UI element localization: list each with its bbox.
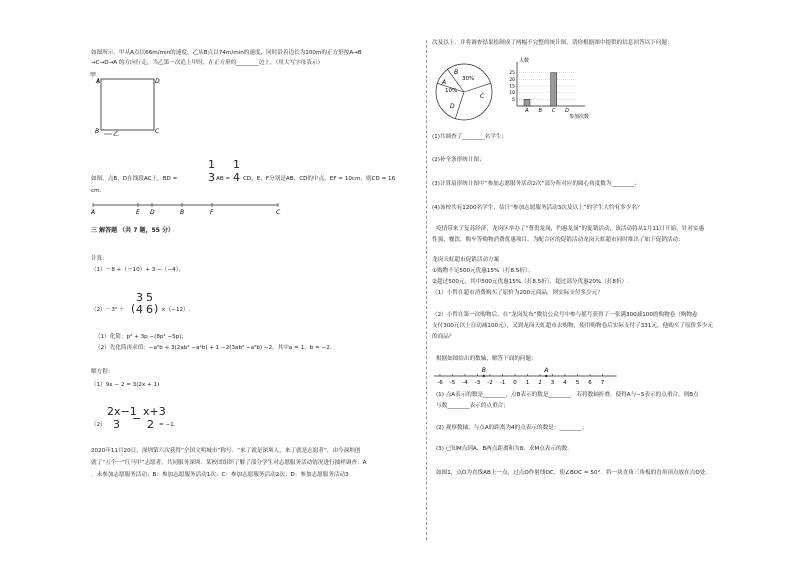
q-simplify-item1: （1）化简：p² + 3p −(8p² −5p)； xyxy=(95,334,188,340)
q-volunteer-cont-line1: 次及以上．并将调查结果绘制成了两幅不完整的统计图，请你根据图中提供的信息回答以下问题： xyxy=(432,40,673,46)
frac2-den: 4 xyxy=(233,171,240,184)
q-square-line1: 如图所示，甲从A点以66m/min的速度，乙从B点以74m/min的速度，同时沿着边长为100m的正方形按A→B xyxy=(91,50,362,56)
number-line-tick-label: -4 xyxy=(462,380,468,386)
q-shopping-line2: 性强，餐饮，购车等购物消费优惠项目，为配合区的促销活动龙岗天虹超市同时推出了如下促销活动： xyxy=(432,237,684,243)
q-calc-title: 计算： xyxy=(91,256,108,262)
seg-label-E: E xyxy=(136,209,140,216)
calc-paren-close: ) xyxy=(154,302,159,315)
pie-label-B: B xyxy=(454,69,459,76)
number-line xyxy=(432,364,642,390)
q-numberline-q1-line2: 与数________表示的点重合； xyxy=(436,403,509,409)
q-shopping-q2-line3: 的商品？ xyxy=(432,334,455,340)
pie-label-10pct: 10% xyxy=(445,88,458,94)
section-heading: 三 解答题 （共 7 题，55 分） xyxy=(91,227,174,234)
segment-figure xyxy=(90,200,290,216)
q-shopping-q2-line1: （2）小哲在第一次购物后，在“龙岗发布”微信公众号中参与摇号获得了一张满300减100的购物卷（购物卷 xyxy=(432,312,698,318)
pie-label-30pct: 30% xyxy=(462,76,475,82)
number-line-tick-label: 5 xyxy=(575,380,580,386)
bar-C xyxy=(551,73,557,106)
pie-label-C: C xyxy=(480,93,485,100)
square-figure xyxy=(88,70,168,140)
q-equation-item2-suffix: = −1. xyxy=(159,422,176,428)
x-tick-label-A: A xyxy=(525,108,529,114)
promo-title: 龙岗天虹超市促销活动方案 xyxy=(432,257,500,263)
point-label-A: A xyxy=(544,367,549,374)
y-tick-label: 25 xyxy=(509,71,515,77)
label-A: A xyxy=(96,78,101,85)
column-divider xyxy=(426,40,427,540)
y-axis-label: 人数 xyxy=(519,58,530,64)
eq-frac1-num: 2x−1 xyxy=(107,405,137,418)
number-line-tick-label: -2 xyxy=(487,380,493,386)
calc-frac2-num: 5 xyxy=(146,291,153,304)
number-line-tick-label: 6 xyxy=(588,380,592,386)
q-shopping-q2-line2: 支付300元以上自动减100元），又到龙岗天虹超市去购物，使用购物卷后实际支付了331元，他购买了原价多少元 xyxy=(432,323,713,329)
seg-label-D: D xyxy=(150,209,155,216)
eq-frac1-den: 3 xyxy=(113,418,120,431)
q-simplify-item2: （2）先化简再求值：−a²b + 3(2ab² −a²b) + 1 −2(3ab² −a²b) −2，其中a = 1，b = −2. xyxy=(95,345,332,351)
q-segment-line2: cm. xyxy=(91,188,102,194)
x-tick-label-C: C xyxy=(551,108,556,114)
calc-paren-open: ( xyxy=(131,302,136,315)
calc-frac2-den: 6 xyxy=(146,303,153,316)
promo2: ②超过500元，其中500元优惠15%（打8.5折），超过部分优惠20%（打8折）. xyxy=(432,279,629,285)
number-line-tick-label: -3 xyxy=(474,380,481,386)
calc-frac1-den: 4 xyxy=(136,303,143,316)
x-axis-label: 参加次数 xyxy=(568,114,589,120)
eq-frac2-den: 2 xyxy=(147,418,154,431)
label-jia: 甲 xyxy=(90,72,97,79)
bar-chart xyxy=(505,56,600,126)
q-volunteer-q1: (1)共调查了________名学生； xyxy=(432,134,508,140)
calc-frac1-num: 3 xyxy=(136,291,143,304)
q-volunteer-line3: ．未参加志愿服务活动；B：参加志愿服务活动1次；C：参加志愿服务活动2次；D：参加志愿服务活动3 xyxy=(91,472,349,478)
q-numberline-q3: (3) 已知M点到A，B两点距离和为8，求M点表示的数． xyxy=(436,446,573,452)
x-tick-label-B: B xyxy=(538,108,543,114)
q-equation-item1: （1）9x − 2 = 3(2x + 1) xyxy=(91,382,160,388)
q-volunteer-q2: (2)补全条形统计图； xyxy=(432,157,485,163)
q-equation-item2-prefix: （2） xyxy=(91,422,106,428)
q-angle-line1: 如图1，点O为直线AB上一点，过点O作射线OC，使∠BOC = 50°．将一块直角三角板的直角顶点放在点O处． xyxy=(436,470,711,476)
number-line-tick-label: 2 xyxy=(538,380,542,386)
number-line-tick-label: 7 xyxy=(600,380,605,386)
point-A xyxy=(545,375,547,377)
q-calc-item2-b: ×（−12）. xyxy=(161,307,191,313)
q-numberline-q1-line1: (1) 点A表示的数是________，点B表示的数是________．若将数轴折叠，使得A与−5表示的点重合，则B点 xyxy=(436,392,699,398)
number-line-tick-label: 3 xyxy=(550,380,555,386)
seg-label-A: A xyxy=(91,209,96,216)
q-numberline-intro: 根据如图给出的数轴，解答下面的问题： xyxy=(436,356,537,362)
q-volunteer-q4: (4)该校共有1200名学生，估计“参加志愿服务活动3次及以上”的学生大约有多少名？ xyxy=(432,205,643,211)
q-volunteer-q3: (3)计算扇形统计图中“参加志愿服务活动2次”部分所对应的圆心角度数为________； xyxy=(432,181,640,187)
square-shape xyxy=(101,79,154,130)
frac2-num: 1 xyxy=(233,158,240,171)
x-tick-label-D: D xyxy=(565,108,569,114)
q-calc-item2-a: （2）－3² ＋ xyxy=(91,307,125,313)
q-segment-text-c: CD，E，F分别是AB，CD的中点，EF = 10cm，则CD = 16 xyxy=(243,176,396,182)
number-line-tick-label: 4 xyxy=(563,380,567,386)
q-segment-text-a: 如图，点B，D在线段AC上，BD = xyxy=(91,176,178,182)
seg-label-C: C xyxy=(276,209,281,216)
label-D: D xyxy=(155,78,160,85)
y-tick-label: 20 xyxy=(509,77,515,83)
promo1: ①购物不足500元优惠15%（打8.5折）； xyxy=(432,268,534,274)
number-line-tick-label: -5 xyxy=(449,380,456,386)
pie-label-D: D xyxy=(450,103,455,110)
y-tick-label: 15 xyxy=(509,84,515,90)
label-yi: 乙 xyxy=(113,131,120,138)
q-segment-text-b: AB = xyxy=(216,176,231,182)
q-shopping-line1: 疫情带来了复苏经济，龙岗区举办了“尊贵龙岗，约惠龙岗”的促销活动，该活动将从1月11日开始，针对实惠 xyxy=(436,226,705,232)
number-line-tick-label: -1 xyxy=(499,380,506,386)
q-calc-item1: （1）－8 +（－10）+ 3 −（−4）； xyxy=(91,267,184,273)
seg-label-F: F xyxy=(210,209,214,216)
number-line-tick-label: 1 xyxy=(525,380,530,386)
pie-label-A: A xyxy=(442,79,447,86)
q-square-line2: →C→D→A 的方向行走，当乙第一次追上甲时，在正方形的________边上。（用大写字母表示） xyxy=(91,60,324,66)
label-B: B xyxy=(95,128,100,135)
q-equation-title: 解方程： xyxy=(91,369,114,375)
q-shopping-q1: （1）小哲在超市消费购买了原价为200元商品，则实际支付多少元？ xyxy=(432,290,603,296)
frac1-den: 3 xyxy=(208,171,215,184)
eq-minus: − xyxy=(132,412,142,425)
number-line-tick-label: -6 xyxy=(437,380,443,386)
y-tick-label: 10 xyxy=(509,91,515,97)
q-numberline-q2: (2) 观察数轴，与点A的距离为4的点表示的数是：________； xyxy=(436,425,588,431)
q-volunteer-line1: 2020年11月20日，深圳第六次获得“全国文明城市”称号．“来了就是深圳人，来了就是志愿者”，由今深圳创 xyxy=(91,448,361,454)
point-label-B: B xyxy=(481,367,486,374)
frac1-num: 1 xyxy=(208,158,215,171)
bar-A xyxy=(524,99,530,106)
eq-frac2-num: x+3 xyxy=(143,405,166,418)
point-B xyxy=(483,375,485,377)
pie-chart xyxy=(432,58,502,128)
label-C: C xyxy=(155,128,160,135)
q-volunteer-line2: 就了“五个一”红马甲”志愿者，共同服务深圳．某校团组织了解了部分学生对志愿服务活动情况进行抽样调查：A xyxy=(91,460,367,466)
y-tick-label: 5 xyxy=(512,97,515,103)
seg-label-B: B xyxy=(180,209,185,216)
number-line-tick-label: 0 xyxy=(513,380,517,386)
